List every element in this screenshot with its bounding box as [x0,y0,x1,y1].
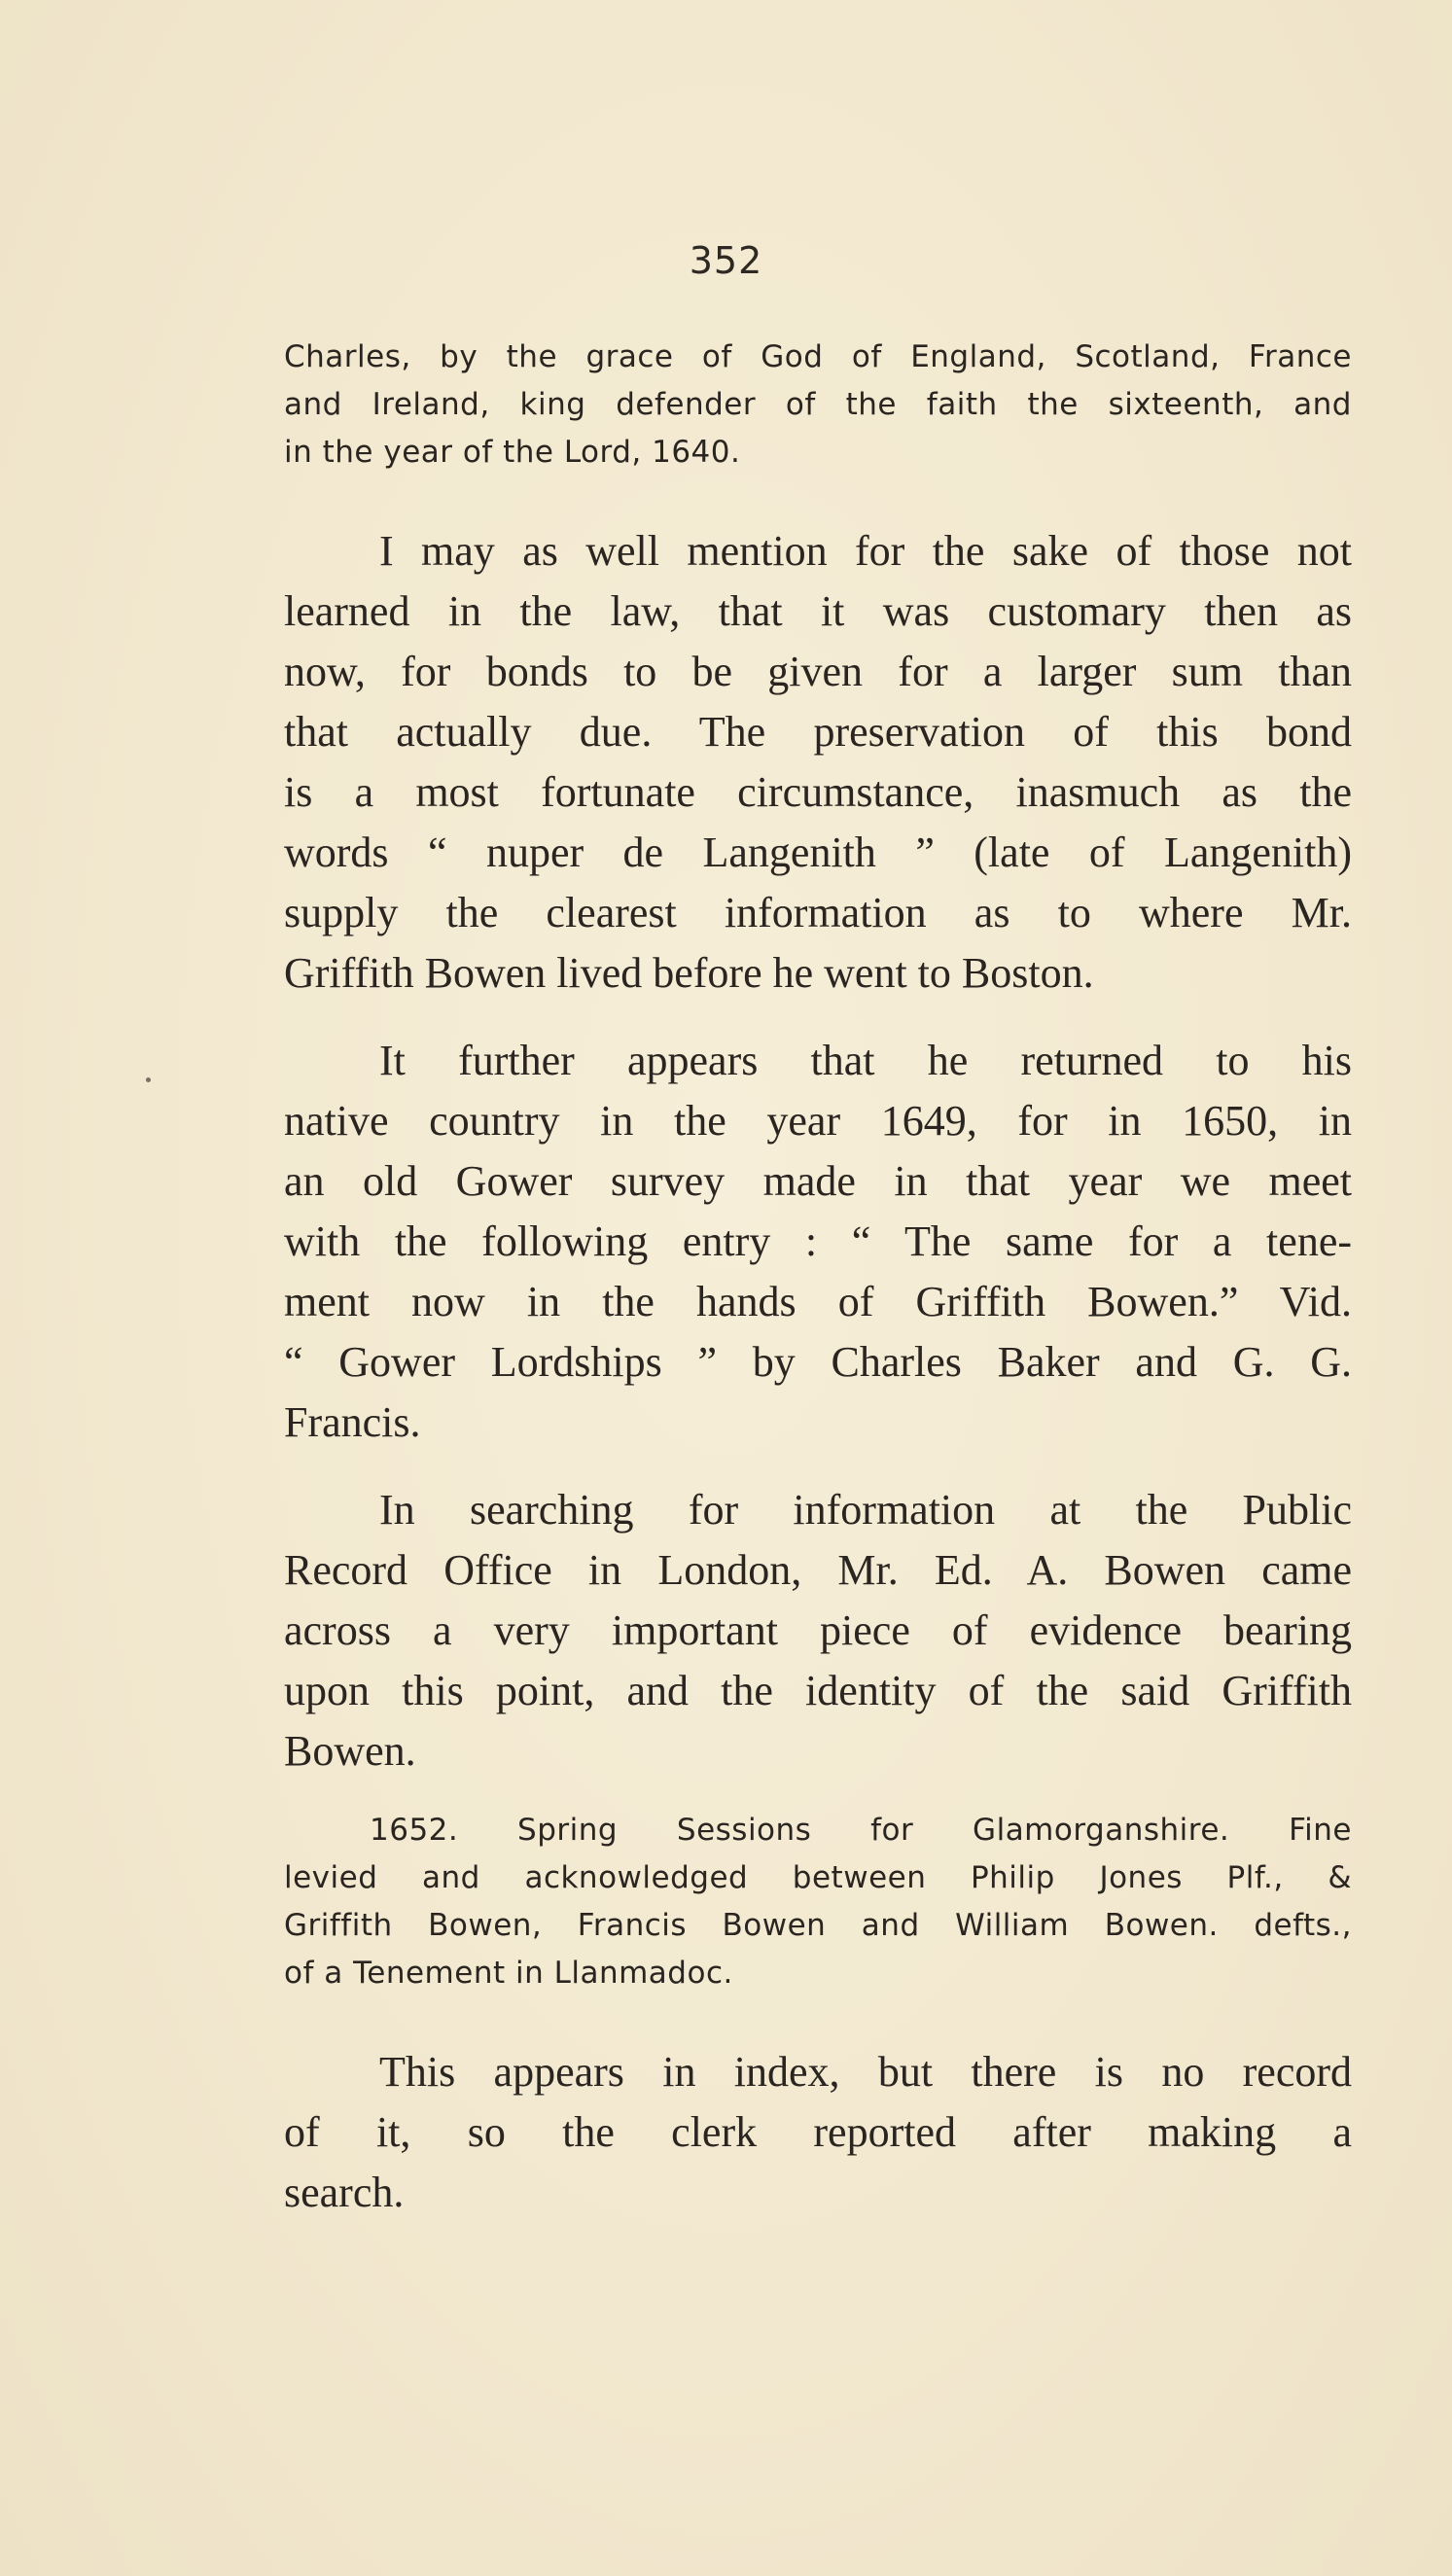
paragraph-record-office [284,1480,1352,1782]
paragraph-line: an old Gower survey made in that year we meet [284,1157,1352,1205]
paragraph-line: It further appears that he returned to his [379,1037,1352,1084]
intro-quote [284,334,1352,476]
paragraph-line: This appears in index, but there is no record [379,2048,1352,2096]
paragraph-bond [284,521,1352,1004]
paragraph-return [284,1031,1352,1453]
record-quote [284,1807,1352,1997]
record-line-3: Griffith Bowen, Francis Bowen and William Bowen. defts., [284,1908,1352,1943]
record-line-1: 1652. Spring Sessions for Glamorganshire. Fine [370,1813,1352,1848]
paragraph-line: words “ nuper de Langenith ” (late of Langenith) [284,829,1352,876]
paragraph-line: “ Gower Lordships ” by Charles Baker and G. G. [284,1338,1352,1386]
paragraph-line: Francis. [284,1398,421,1446]
paragraph-line: native country in the year 1649, for in 1650, in [284,1097,1352,1145]
intro-line-1: Charles, by the grace of God of England, Scotland, France [284,339,1352,374]
paragraph-line: ment now in the hands of Griffith Bowen.” Vid. [284,1278,1352,1325]
paragraph-line: that actually due. The preservation of this bond [284,708,1352,756]
paragraph-line: In searching for information at the Public [379,1486,1352,1534]
paragraph-line: of it, so the clerk reported after making a [284,2108,1352,2156]
intro-line-2: and Ireland, king defender of the faith the sixteenth, and [284,387,1352,422]
paragraph-line: upon this point, and the identity of the said Griffith [284,1667,1352,1714]
intro-line-3: in the year of the Lord, 1640. [284,435,741,470]
record-line-2: levied and acknowledged between Philip Jones Plf., & [284,1860,1352,1895]
paragraph-line: Bowen. [284,1727,416,1775]
paragraph-line: with the following entry : “ The same for a tene- [284,1217,1352,1265]
record-line-4: of a Tenement in Llanmadoc. [284,1956,733,1991]
paragraph-line: across a very important piece of evidence bearing [284,1606,1352,1654]
paragraph-line: Record Office in London, Mr. Ed. A. Bowen came [284,1546,1352,1594]
paragraph-line: Griffith Bowen lived before he went to Boston. [284,949,1094,997]
paragraph-index [284,2042,1352,2223]
paragraph-line: search. [284,2169,405,2216]
paragraph-line: learned in the law, that it was customary then as [284,587,1352,635]
paragraph-line: I may as well mention for the sake of those not [379,527,1352,575]
paragraph-line: now, for bonds to be given for a larger sum than [284,648,1352,695]
page-number: 352 [689,239,763,282]
paragraph-line: supply the clearest information as to where Mr. [284,889,1352,936]
paper-speck [146,1077,151,1082]
paragraph-line: is a most fortunate circumstance, inasmuch as the [284,768,1352,816]
